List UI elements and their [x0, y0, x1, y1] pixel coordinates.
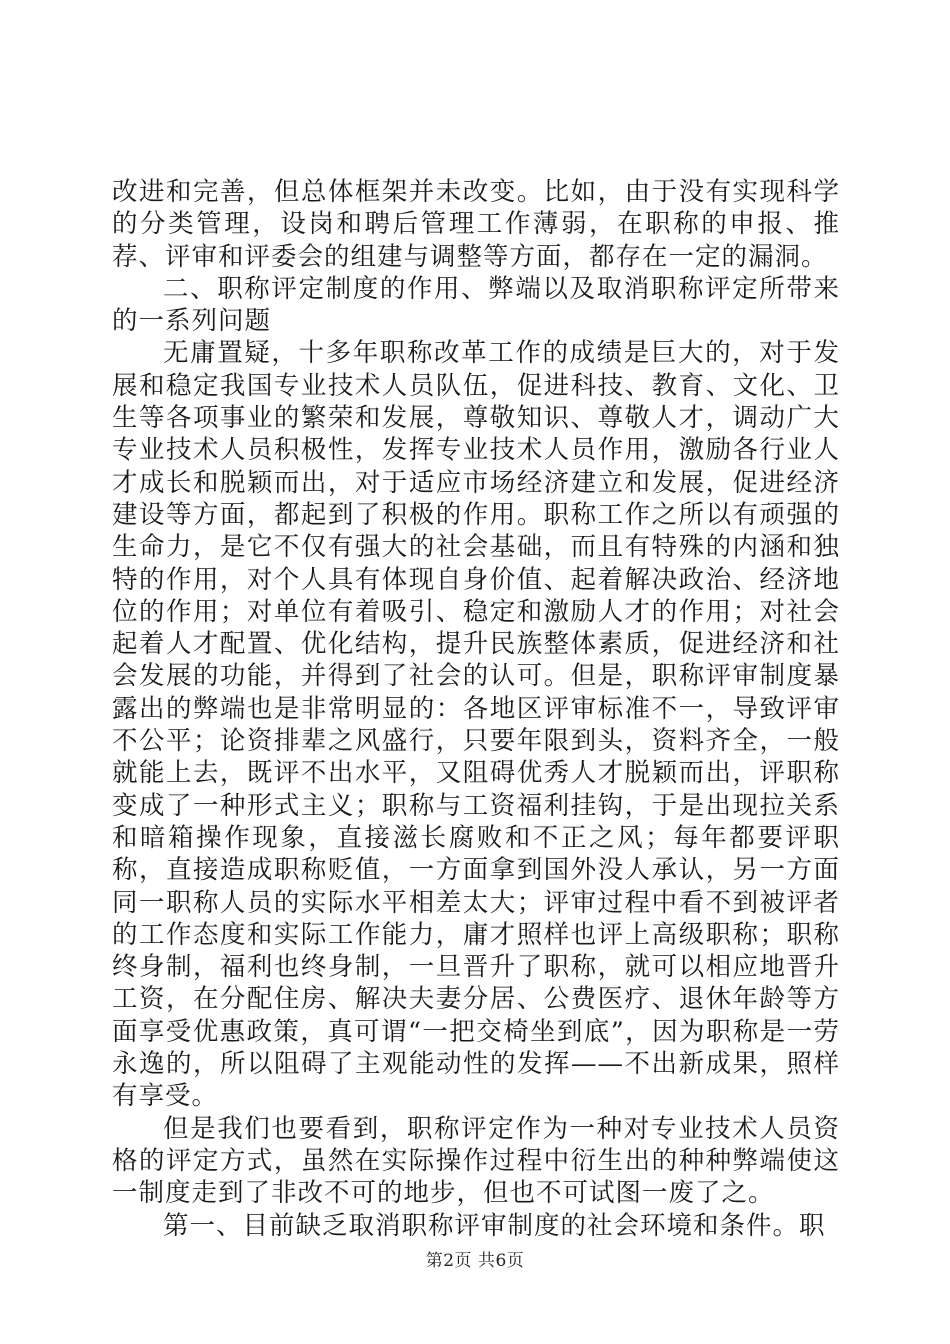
paragraph-first-point: 第一、目前缺乏取消职称评审制度的社会环境和条件。职 [163, 1210, 826, 1241]
paragraph-achievements-and-drawbacks: 无庸置疑，十多年职称改革工作的成绩是巨大的，对于发展和稳定我国专业技术人员队伍，促进科技、教育、文化、卫生等各项事业的繁荣和发展，尊敬知识、尊敬人才，调动广大专业技术人员积极性，发挥专业技术人员作用，激励各行业人才成长和脱颖而出，对于适应市场经济建立和发展，促进经济建设等方面，都起到了积极的作用。职称工作之所以有顽强的生命力，是它不仅有强大的社会基础，而且有特殊的内涵和独特的作用，对个人具有体现自身价值、起着解决政治、经济地位的作用；对单位有着吸引、稳定和激励人才的作用；对社会起着人才配置、优化结构，提升民族整体素质，促进经济和社会发展的功能，并得到了社会的认可。但是，职称评审制度暴露出的弊端也是非常明显的：各地区评审标准不一，导致评审不公平；论资排辈之风盛行，只要年限到头，资料齐全，一般就能上去，既评不出水平，又阻碍优秀人才脱颖而出，评职称变成了一种形式主义；职称与工资福利挂钩，于是出现拉关系和暗箱操作现象，直接滋长腐败和不正之风；每年都要评职称，直接造成职称贬值，一方面拿到国外没人承认，另一方面同一职称人员的实际水平相差太大；评审过程中看不到被评者的工作态度和实际工作能力，庸才照样也评上高级职称；职称终身制，福利也终身制，一旦晋升了职称，就可以相应地晋升工资，在分配住房、解决夫妻分居、公费医疗、退休年龄等方面享受优惠政策，真可谓“一把交椅坐到底”，因为职称是一劳永逸的，所以阻碍了主观能动性的发挥——不出新成果，照样有享受。 [112, 338, 840, 1112]
document-body [112, 176, 840, 1242]
paragraph-cannot-abolish: 但是我们也要看到，职称评定作为一种对专业技术人员资格的评定方式，虽然在实际操作过程中衍生出的种种弊端使这一制度走到了非改不可的地步，但也不可试图一废了之。 [112, 1113, 840, 1209]
section-heading: 二、职称评定制度的作用、弊端以及取消职称评定所带来的一系列问题 [112, 273, 840, 337]
page-number-footer: 第2页 共6页 [425, 1251, 525, 1271]
paragraph-continuation: 改进和完善，但总体框架并未改变。比如，由于没有实现科学的分类管理，设岗和聘后管理工作薄弱，在职称的申报、推荐、评审和评委会的组建与调整等方面，都存在一定的漏洞。 [112, 177, 840, 272]
